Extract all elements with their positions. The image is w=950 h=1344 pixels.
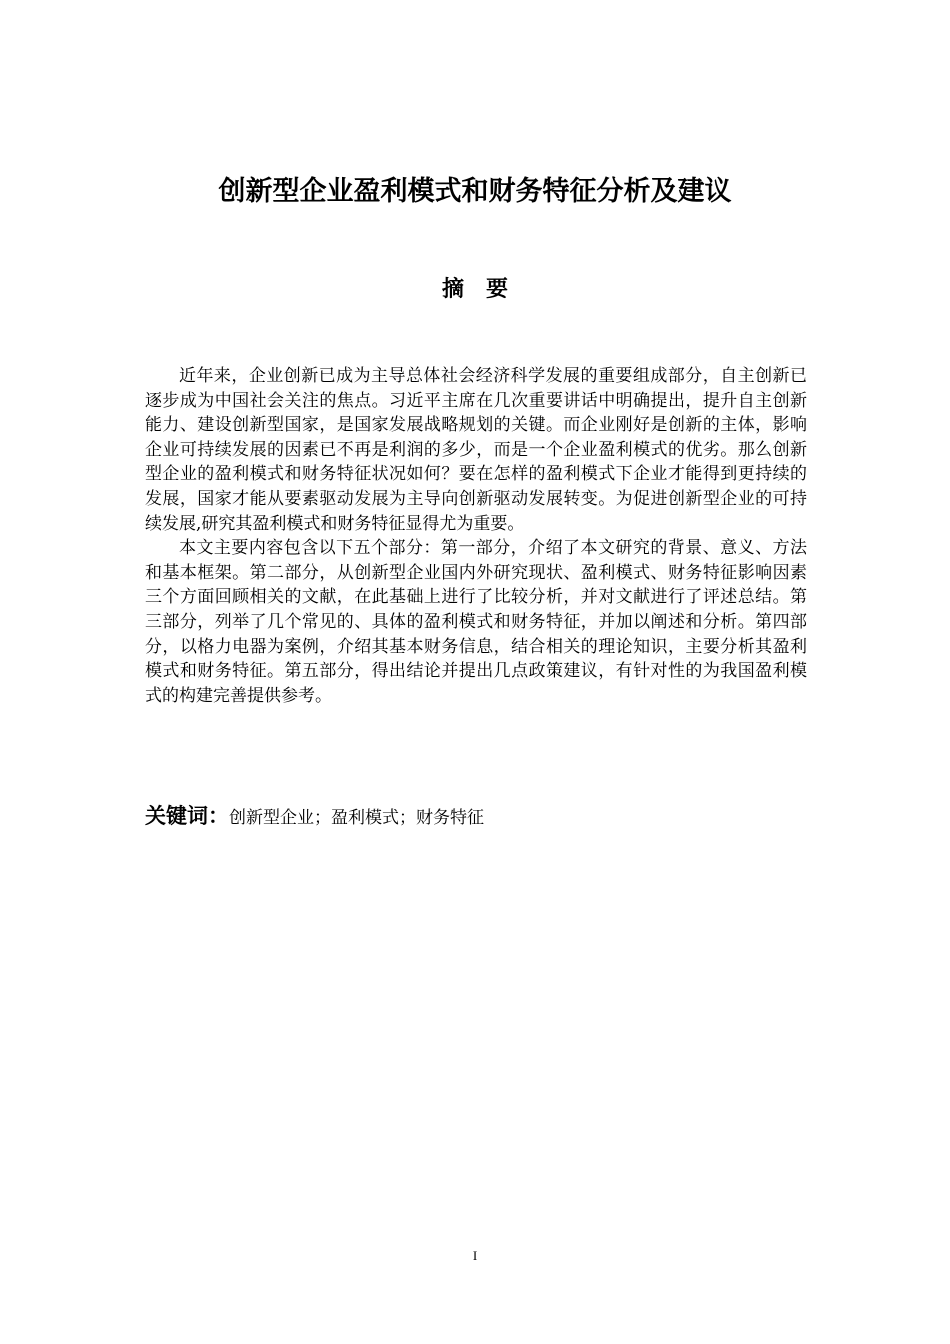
keywords-line bbox=[145, 801, 807, 833]
document-title: 创新型企业盈利模式和财务特征分析及建议 bbox=[218, 176, 732, 207]
abstract-heading: 摘要 bbox=[441, 277, 530, 302]
abstract-paragraph: 近年来，企业创新已成为主导总体社会经济科学发展的重要组成部分，自主创新已逐步成为中国社会关注的焦点。习近平主席在几次重要讲话中明确提出，提升自主创新能力、建设创新型国家，是国家发展战略规划的关键。而企业刚好是创新的主体，影响企业可持续发展的因素已不再是利润的多少，而是一个企业盈利模式的优劣。那么创新型企业的盈利模式和财务特征状况如何？要在怎样的盈利模式下企业才能得到更持续的发展，国家才能从要素驱动发展为主导向创新驱动发展转变。为促进创新型企业的可持续发展,研究其盈利模式和财务特征显得尤为重要。 bbox=[145, 366, 807, 534]
keywords-value: 创新型企业；盈利模式；财务特征 bbox=[229, 808, 484, 828]
abstract-body bbox=[145, 364, 807, 708]
page-number: I bbox=[472, 1248, 478, 1263]
keywords-label: 关键词： bbox=[145, 804, 229, 828]
abstract-paragraph: 本文主要内容包含以下五个部分：第一部分，介绍了本文研究的背景、意义、方法和基本框架。第二部分，从创新型企业国内外研究现状、盈利模式、财务特征影响因素三个方面回顾相关的文献，在此基础上进行了比较分析，并对文献进行了评述总结。第三部分，列举了几个常见的、具体的盈利模式和财务特征，并加以阐述和分析。第四部分，以格力电器为案例，介绍其基本财务信息，结合相关的理论知识，主要分析其盈利模式和财务特征。第五部分，得出结论并提出几点政策建议，有针对性的为我国盈利模式的构建完善提供参考。 bbox=[145, 538, 807, 706]
